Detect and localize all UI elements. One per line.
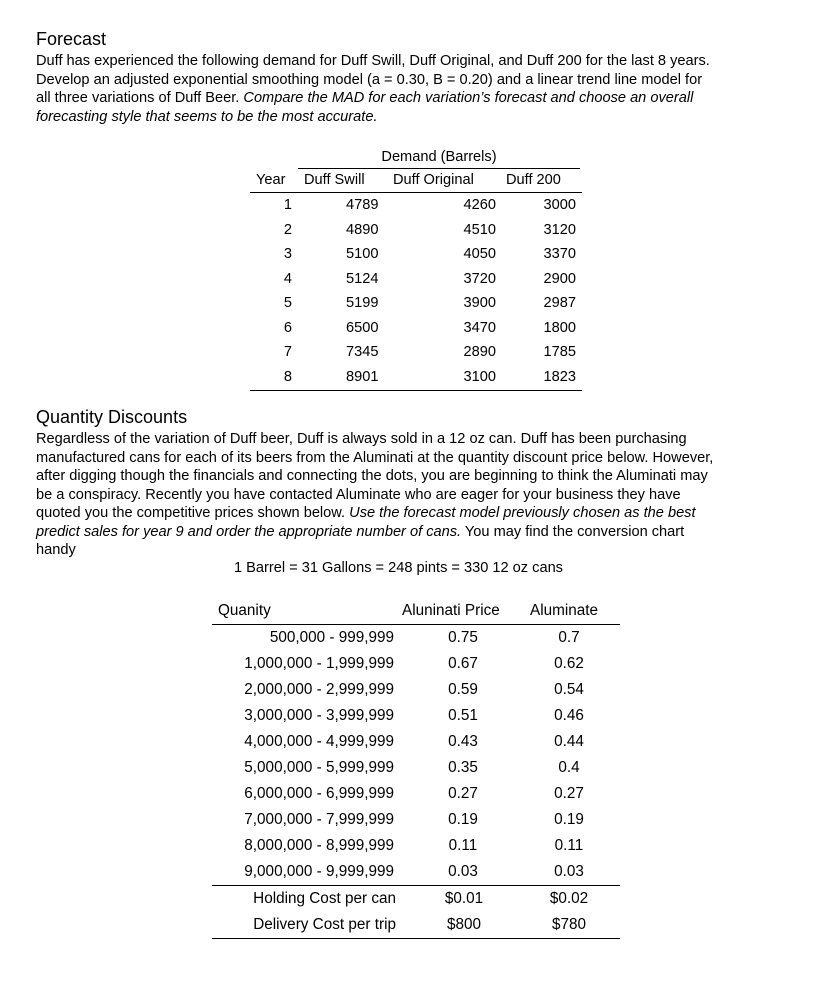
forecast-line-2: Develop an adjusted exponential smoothing model (a = 0.30, B = 0.20) and a linear trend line model for	[36, 71, 703, 88]
table-row	[212, 703, 620, 729]
year-cell: 5	[283, 295, 292, 311]
quantity-range: 500,000 - 999,999	[269, 629, 394, 646]
quantity-line-7: handy	[36, 542, 76, 558]
aluminate-price: 0.62	[554, 655, 584, 672]
year-cell: 8	[283, 368, 292, 385]
swill-cell: 4890	[346, 221, 379, 238]
original-cell: 4260	[463, 197, 496, 213]
swill-cell: 5124	[346, 270, 379, 287]
duff200-cell: 1785	[543, 344, 576, 360]
pricing-column-headers	[212, 598, 620, 625]
aluminate-price: 0.7	[558, 629, 580, 646]
year-cell: 6	[283, 319, 292, 336]
quantity-range: 7,000,000 - 7,999,999	[244, 811, 394, 828]
col-duff-swill: Duff Swill	[304, 172, 365, 188]
duff200-cell: 2900	[543, 270, 576, 287]
delivery-cost-label: Delivery Cost per trip	[253, 916, 396, 933]
quantity-line-4: be a conspiracy. Recently you have contacted Aluminate who are eager for your business they have	[36, 486, 681, 503]
table-row	[212, 729, 620, 755]
duff200-cell: 1800	[543, 319, 576, 336]
aluminate-price: 0.4	[558, 759, 580, 776]
swill-cell: 5100	[346, 246, 379, 262]
quantity-range: 1,000,000 - 1,999,999	[244, 655, 394, 672]
quantity-range: 5,000,000 - 5,999,999	[244, 759, 394, 776]
table-row	[212, 781, 620, 807]
original-cell: 4510	[463, 221, 496, 238]
table-row	[250, 292, 582, 317]
col-year: Year	[256, 172, 286, 188]
table-row	[250, 219, 582, 244]
quantity-line-5: quoted you the competitive prices shown below.	[36, 505, 346, 521]
aluninati-price: 0.11	[448, 837, 478, 854]
forecast-instruction-1: Compare the MAD for each variation’s forecast and choose an overall	[243, 90, 694, 106]
forecast-instruction-2: forecasting style that seems to be the most accurate.	[36, 108, 378, 125]
conversion-chart: 1 Barrel = 31 Gallons = 248 pints = 330 12 oz cans	[234, 560, 563, 576]
table-row	[212, 859, 620, 886]
aluninati-price: 0.59	[448, 681, 478, 698]
year-cell: 3	[283, 246, 292, 262]
holding-cost-aluminate: $0.02	[549, 890, 589, 907]
demand-group-header: Demand (Barrels)	[298, 146, 580, 169]
aluminate-price: 0.27	[554, 785, 584, 802]
quantity-title: Quantity Discounts	[36, 407, 188, 427]
table-row	[250, 243, 582, 268]
col-duff-200: Duff 200	[506, 172, 561, 188]
pricing-table	[212, 598, 620, 939]
holding-cost-aluninati: $0.01	[444, 890, 484, 907]
original-cell: 4050	[463, 246, 496, 262]
table-row	[212, 677, 620, 703]
year-cell: 7	[283, 344, 292, 360]
quantity-line-6: You may find the conversion chart	[464, 523, 685, 540]
quantity-range: 6,000,000 - 6,999,999	[244, 785, 394, 802]
table-row	[212, 807, 620, 833]
col-quantity: Quanity	[218, 602, 271, 619]
delivery-cost-row	[212, 912, 620, 939]
original-cell: 3100	[463, 368, 496, 385]
table-row	[212, 755, 620, 781]
aluninati-price: 0.19	[448, 811, 478, 828]
table-row	[212, 833, 620, 859]
swill-cell: 6500	[346, 319, 379, 336]
quantity-range: 4,000,000 - 4,999,999	[244, 733, 394, 750]
col-aluminate: Aluminate	[530, 602, 599, 619]
aluminate-price: 0.03	[554, 863, 584, 880]
demand-column-headers	[250, 170, 582, 193]
table-row	[212, 625, 620, 651]
aluminate-price: 0.19	[554, 811, 584, 828]
aluminate-price: 0.54	[554, 681, 584, 698]
year-cell: 2	[283, 221, 292, 238]
aluninati-price: 0.51	[448, 707, 478, 724]
table-row	[250, 341, 582, 366]
forecast-paragraph	[36, 52, 806, 126]
quantity-range: 8,000,000 - 8,999,999	[244, 837, 394, 854]
table-row	[250, 194, 582, 219]
aluminate-price: 0.46	[554, 707, 584, 724]
table-row	[250, 366, 582, 392]
duff200-cell: 3370	[543, 246, 576, 262]
duff200-cell: 3000	[543, 197, 576, 213]
duff200-cell: 3120	[543, 221, 576, 238]
aluninati-price: 0.43	[448, 733, 478, 750]
quantity-range: 3,000,000 - 3,999,999	[244, 707, 394, 724]
col-duff-original: Duff Original	[393, 172, 474, 188]
table-row	[212, 651, 620, 677]
aluminate-price: 0.11	[554, 837, 584, 854]
holding-cost-label: Holding Cost per can	[253, 890, 396, 907]
aluninati-price: 0.03	[448, 863, 478, 880]
swill-cell: 7345	[346, 344, 379, 360]
table-row	[250, 268, 582, 293]
forecast-line-3: all three variations of Duff Beer.	[36, 90, 240, 106]
aluninati-price: 0.27	[448, 785, 478, 802]
aluninati-price: 0.35	[448, 759, 478, 776]
original-cell: 3900	[463, 295, 496, 311]
col-aluninati-price: Aluninati Price	[402, 602, 500, 619]
delivery-cost-aluninati: $800	[446, 916, 482, 933]
quantity-line-3: after digging though the financials and connecting the dots, you are beginning to think the Aluminati may	[36, 468, 708, 484]
delivery-cost-aluminate: $780	[551, 916, 587, 933]
duff200-cell: 1823	[543, 368, 576, 385]
original-cell: 2890	[463, 344, 496, 360]
duff200-cell: 2987	[543, 295, 576, 311]
original-cell: 3720	[463, 270, 496, 287]
quantity-line-1: Regardless of the variation of Duff beer, Duff is always sold in a 12 oz can. Duff has been purchasing	[36, 431, 687, 447]
quantity-range: 9,000,000 - 9,999,999	[244, 863, 394, 880]
quantity-instruction-1: Use the forecast model previously chosen as the best	[349, 505, 696, 521]
quantity-paragraph	[36, 430, 816, 560]
aluminate-price: 0.44	[554, 733, 584, 750]
year-cell: 1	[283, 197, 292, 213]
swill-cell: 8901	[346, 368, 379, 385]
forecast-title: Forecast	[36, 29, 107, 49]
aluninati-price: 0.67	[448, 655, 478, 672]
demand-rows	[250, 194, 582, 391]
year-cell: 4	[283, 270, 292, 287]
quantity-line-2: manufactured cans for each of its beers from the Aluminati at the quantity discount price below. However,	[36, 449, 714, 466]
swill-cell: 5199	[346, 295, 379, 311]
forecast-line-1: Duff has experienced the following demand for Duff Swill, Duff Original, and Duff 200 for the last 8 years.	[36, 53, 710, 69]
original-cell: 3470	[463, 319, 496, 336]
table-row	[250, 317, 582, 342]
quantity-range: 2,000,000 - 2,999,999	[244, 681, 394, 698]
aluninati-price: 0.75	[448, 629, 478, 646]
quantity-instruction-2: predict sales for year 9 and order the appropriate number of cans.	[36, 523, 462, 540]
holding-cost-row	[212, 886, 620, 912]
swill-cell: 4789	[346, 197, 379, 213]
